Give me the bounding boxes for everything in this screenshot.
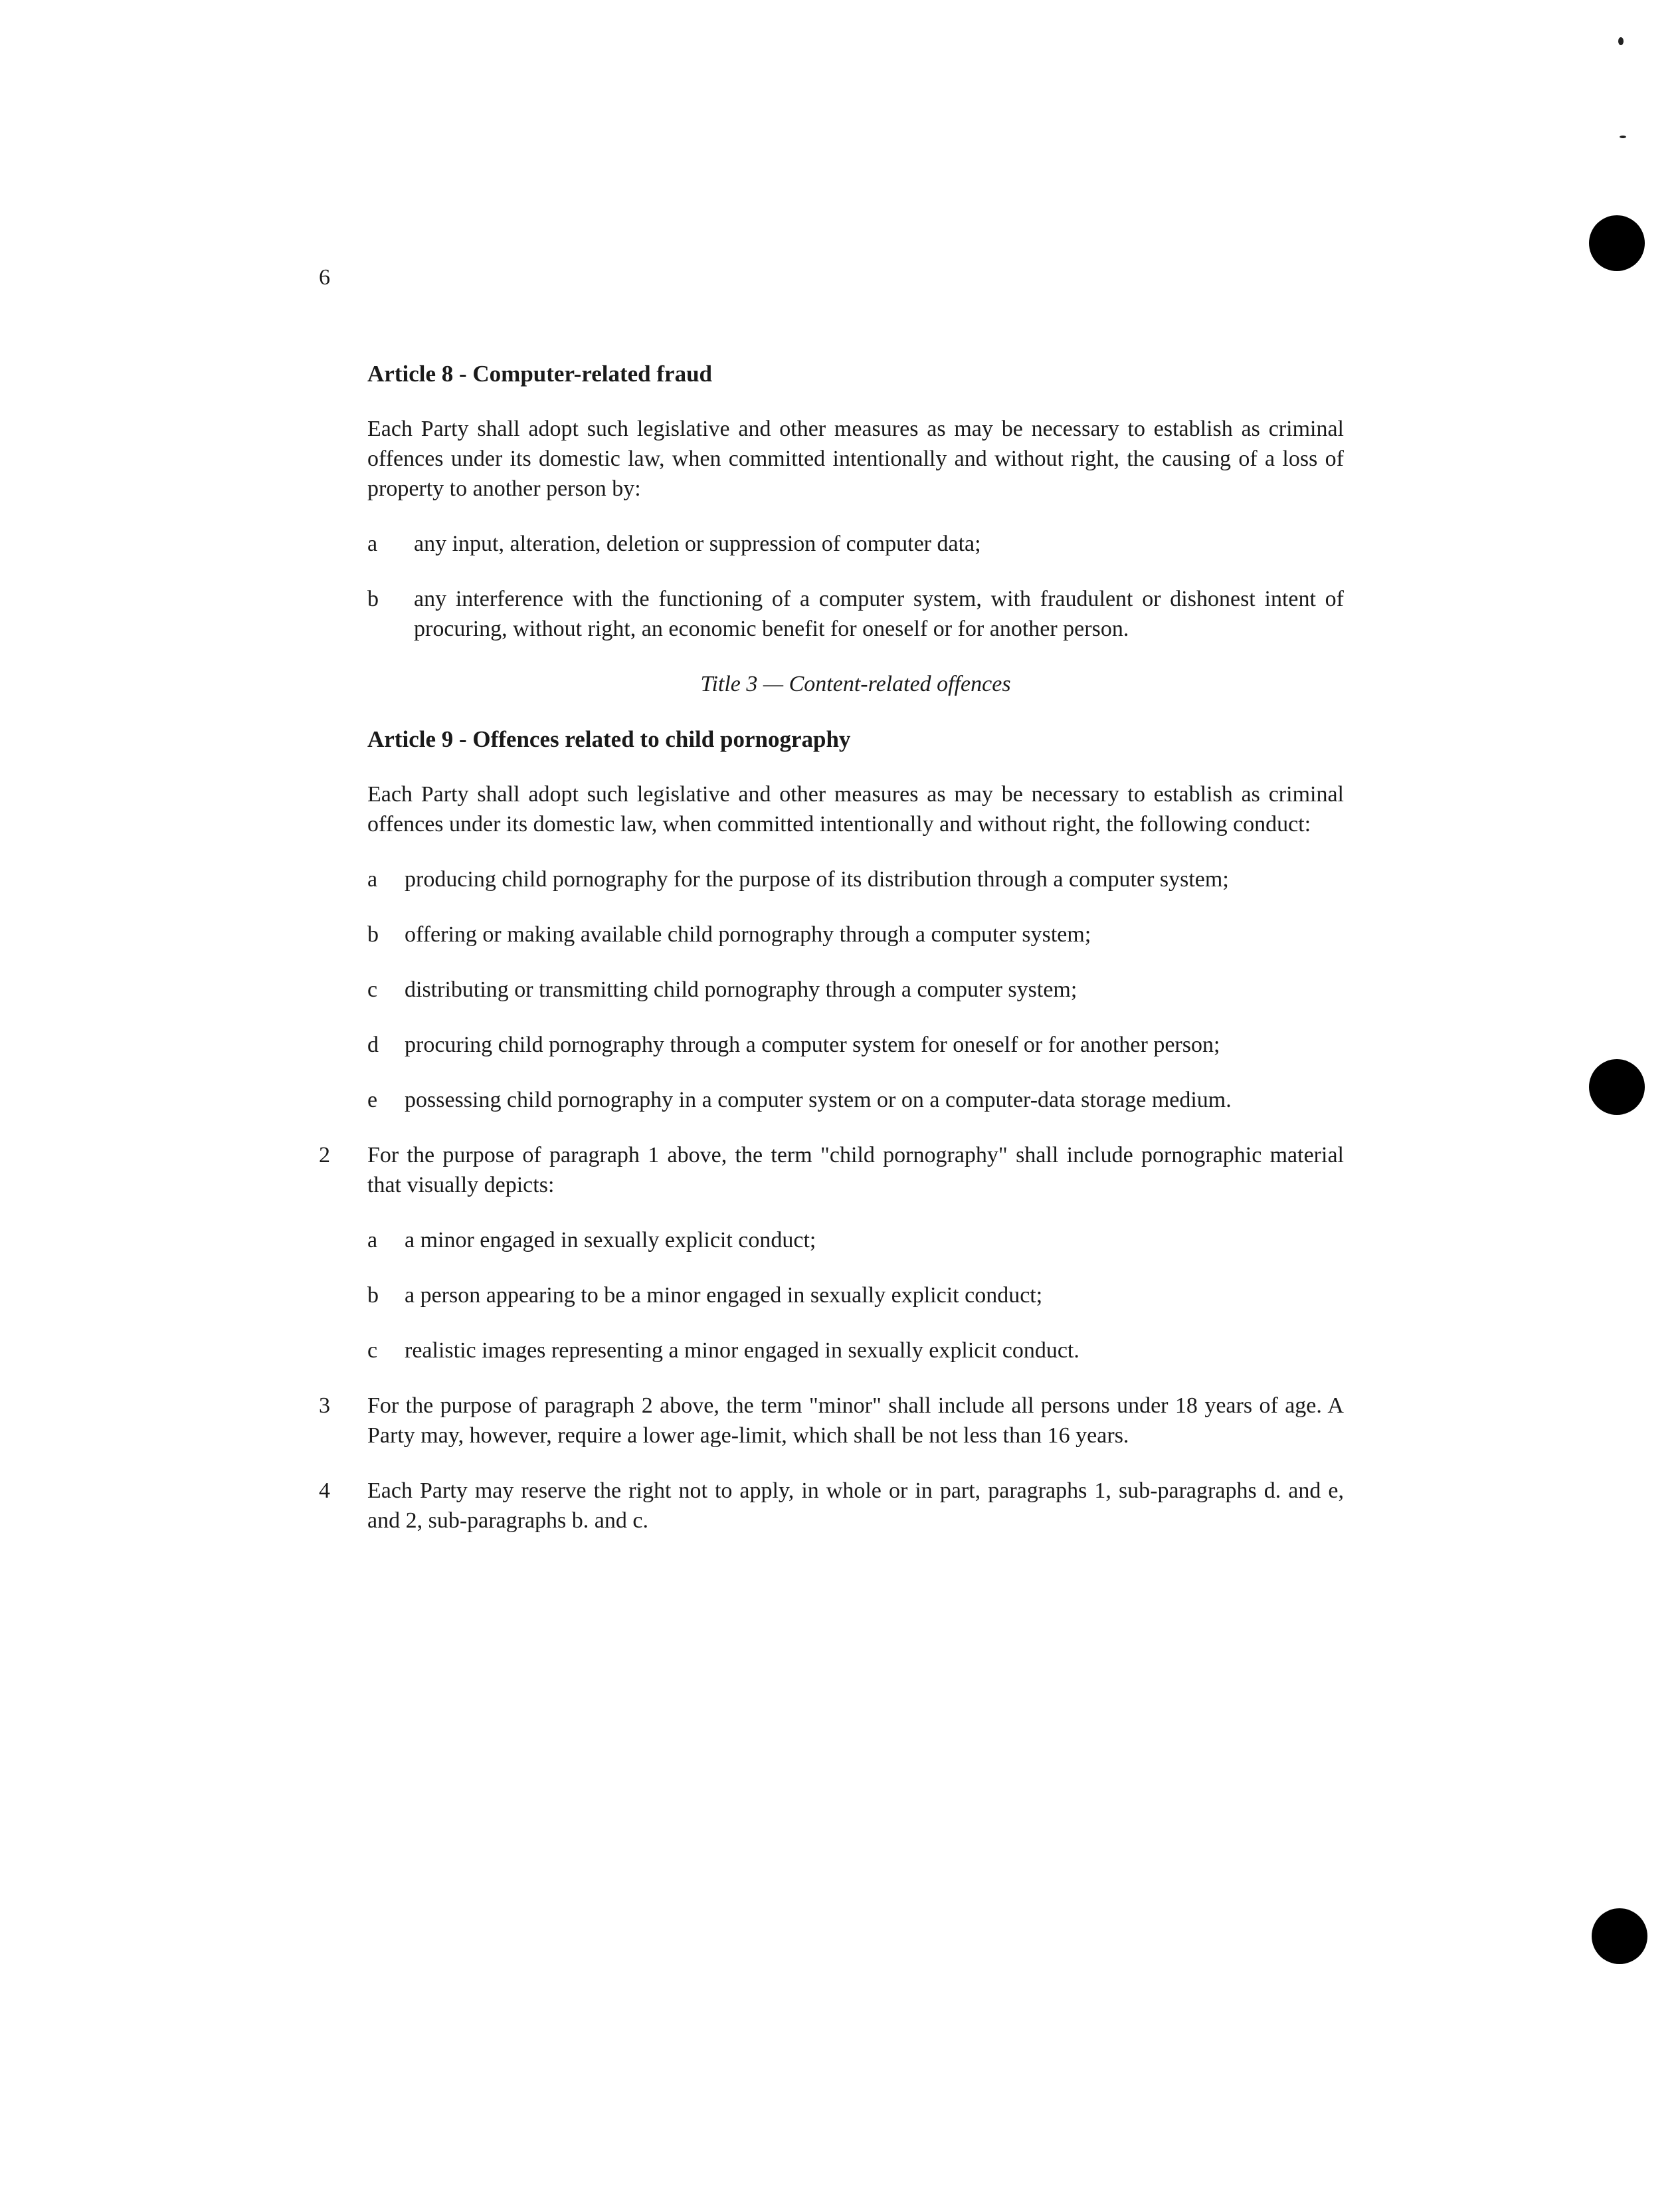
list-item	[367, 1280, 1344, 1310]
page-number: 6	[319, 265, 330, 290]
list-item	[367, 529, 1344, 559]
list-marker: c	[367, 1338, 378, 1363]
list-marker: b	[367, 587, 379, 611]
list-text: any interference with the functioning of a computer system, with fraudulent or dishonest intent of procuring, without right, an economic benefit for oneself or for another person.	[414, 587, 1344, 641]
list-marker: e	[367, 1088, 378, 1112]
list-text: a minor engaged in sexually explicit conduct;	[405, 1228, 816, 1252]
list-marker: a	[367, 1228, 378, 1252]
list-item	[367, 1336, 1344, 1365]
paragraph-text: Each Party may reserve the right not to apply, in whole or in part, paragraphs 1, sub-paragraphs d. and e, and 2, sub-paragraphs b. and c.	[367, 1478, 1344, 1533]
list-text: a person appearing to be a minor engaged in sexually explicit conduct;	[405, 1283, 1043, 1308]
paragraph-number: 3	[319, 1393, 330, 1418]
punch-hole-bottom	[1592, 1908, 1647, 1964]
paragraph-3	[319, 1391, 1344, 1450]
list-marker: a	[367, 532, 378, 556]
list-text: distributing or transmitting child pornography through a computer system;	[405, 977, 1077, 1002]
paragraph-4	[319, 1476, 1344, 1536]
list-marker: b	[367, 922, 379, 947]
paragraph-2	[319, 1140, 1344, 1200]
list-item	[367, 864, 1344, 894]
list-text: procuring child pornography through a computer system for oneself or for another person;	[405, 1033, 1220, 1057]
punch-hole-middle	[1589, 1059, 1645, 1115]
list-marker: a	[367, 867, 378, 892]
punch-hole-top	[1589, 215, 1645, 271]
scan-speck	[1620, 136, 1626, 138]
list-text: possessing child pornography in a computer system or on a computer-data storage medium.	[405, 1088, 1232, 1112]
list-text: any input, alteration, deletion or suppression of computer data;	[414, 532, 981, 556]
article-9-intro: Each Party shall adopt such legislative and other measures as may be necessary to establish as criminal offences under its domestic law, when committed intentionally and without right, the following conduct:	[367, 782, 1344, 837]
list-item	[367, 584, 1344, 644]
list-text: offering or making available child pornography through a computer system;	[405, 922, 1091, 947]
paragraph-number: 4	[319, 1478, 330, 1503]
list-item	[367, 920, 1344, 949]
article-9-heading: Article 9 - Offences related to child pornography	[367, 726, 851, 752]
article-8-intro: Each Party shall adopt such legislative and other measures as may be necessary to establish as criminal offences under its domestic law, when committed intentionally and without right, the causing of a loss of property to another person by:	[367, 417, 1344, 501]
title-3-heading: Title 3 — Content-related offences	[700, 672, 1011, 696]
list-item	[367, 1030, 1344, 1060]
list-marker: c	[367, 977, 378, 1002]
list-marker: b	[367, 1283, 379, 1308]
list-item	[367, 1225, 1344, 1255]
list-marker: d	[367, 1033, 379, 1057]
document-body	[319, 359, 1344, 1561]
list-item	[367, 1085, 1344, 1115]
list-text: producing child pornography for the purpose of its distribution through a computer system;	[405, 867, 1229, 892]
list-item	[367, 975, 1344, 1005]
article-8-heading: Article 8 - Computer-related fraud	[367, 361, 713, 387]
paragraph-number: 2	[319, 1143, 330, 1167]
paragraph-text: For the purpose of paragraph 2 above, the term "minor" shall include all persons under 18 years of age. A Party may, however, require a lower age-limit, which shall be not less than 16 years.	[367, 1393, 1344, 1448]
paragraph-text: For the purpose of paragraph 1 above, the term "child pornography" shall include pornographic material that visually depicts:	[367, 1143, 1344, 1197]
scan-speck	[1618, 37, 1624, 45]
list-text: realistic images representing a minor engaged in sexually explicit conduct.	[405, 1338, 1079, 1363]
